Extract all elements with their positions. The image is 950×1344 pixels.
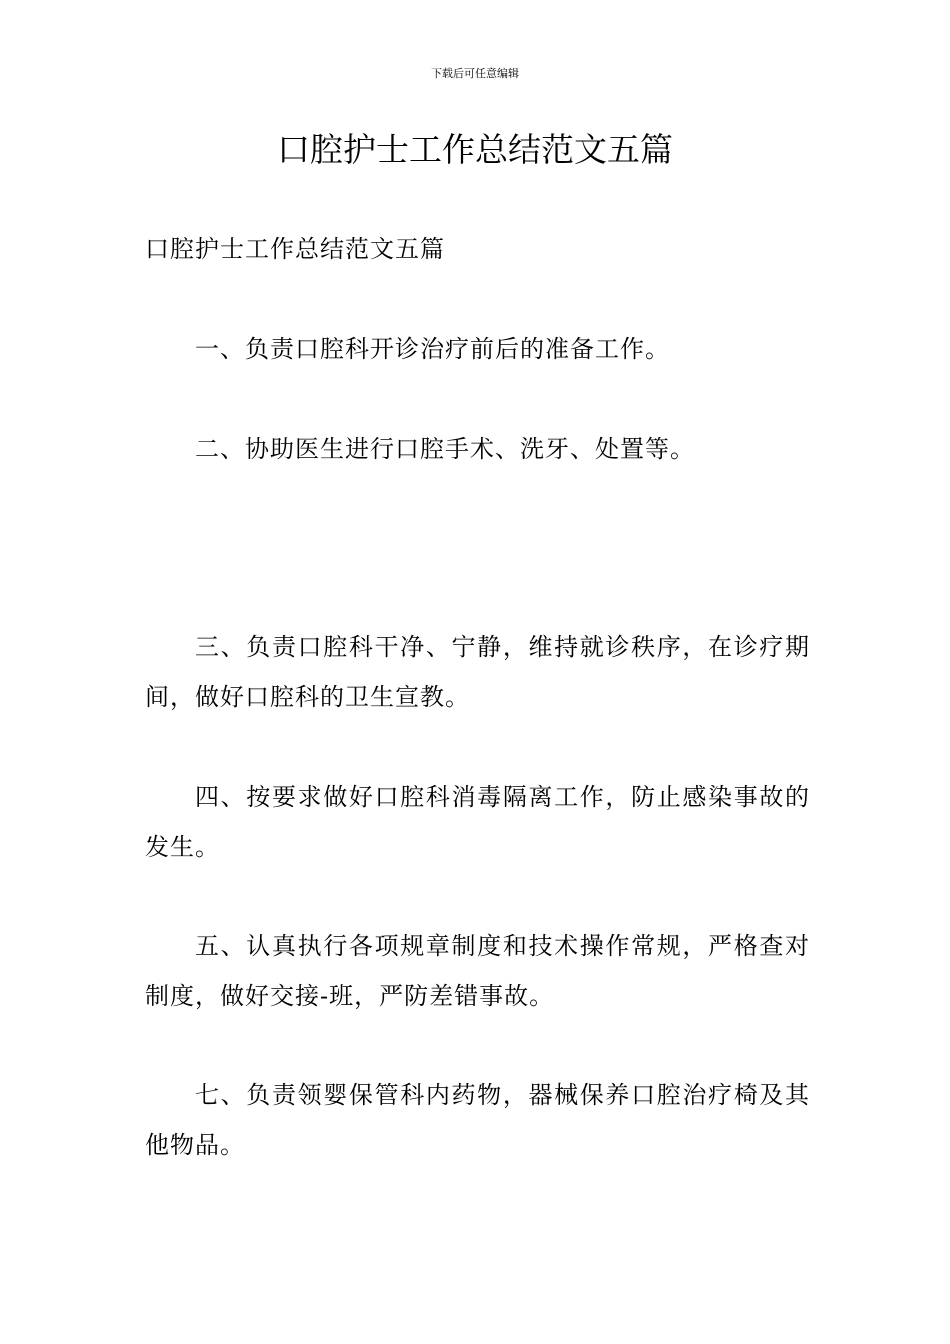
paragraph-3: 三、负责口腔科干净、宁静，维持就诊秩序，在诊疗期间，做好口腔科的卫生宣教。	[145, 633, 810, 711]
document-title: 口腔护士工作总结范文五篇	[277, 130, 673, 169]
document-subtitle: 口腔护士工作总结范文五篇	[145, 235, 445, 263]
paragraph-1: 一、负责口腔科开诊治疗前后的准备工作。	[195, 335, 670, 363]
paragraph-4: 四、按要求做好口腔科消毒隔离工作，防止感染事故的发生。	[145, 783, 810, 861]
header-note: 下载后可任意编辑	[431, 67, 519, 80]
paragraph-5: 五、认真执行各项规章制度和技术操作常规，严格查对制度，做好交接-班，严防差错事故。	[145, 932, 810, 1010]
paragraph-2: 二、协助医生进行口腔手术、洗牙、处置等。	[195, 435, 695, 463]
paragraph-6: 七、负责领婴保管科内药物，器械保养口腔治疗椅及其他物品。	[145, 1081, 810, 1159]
